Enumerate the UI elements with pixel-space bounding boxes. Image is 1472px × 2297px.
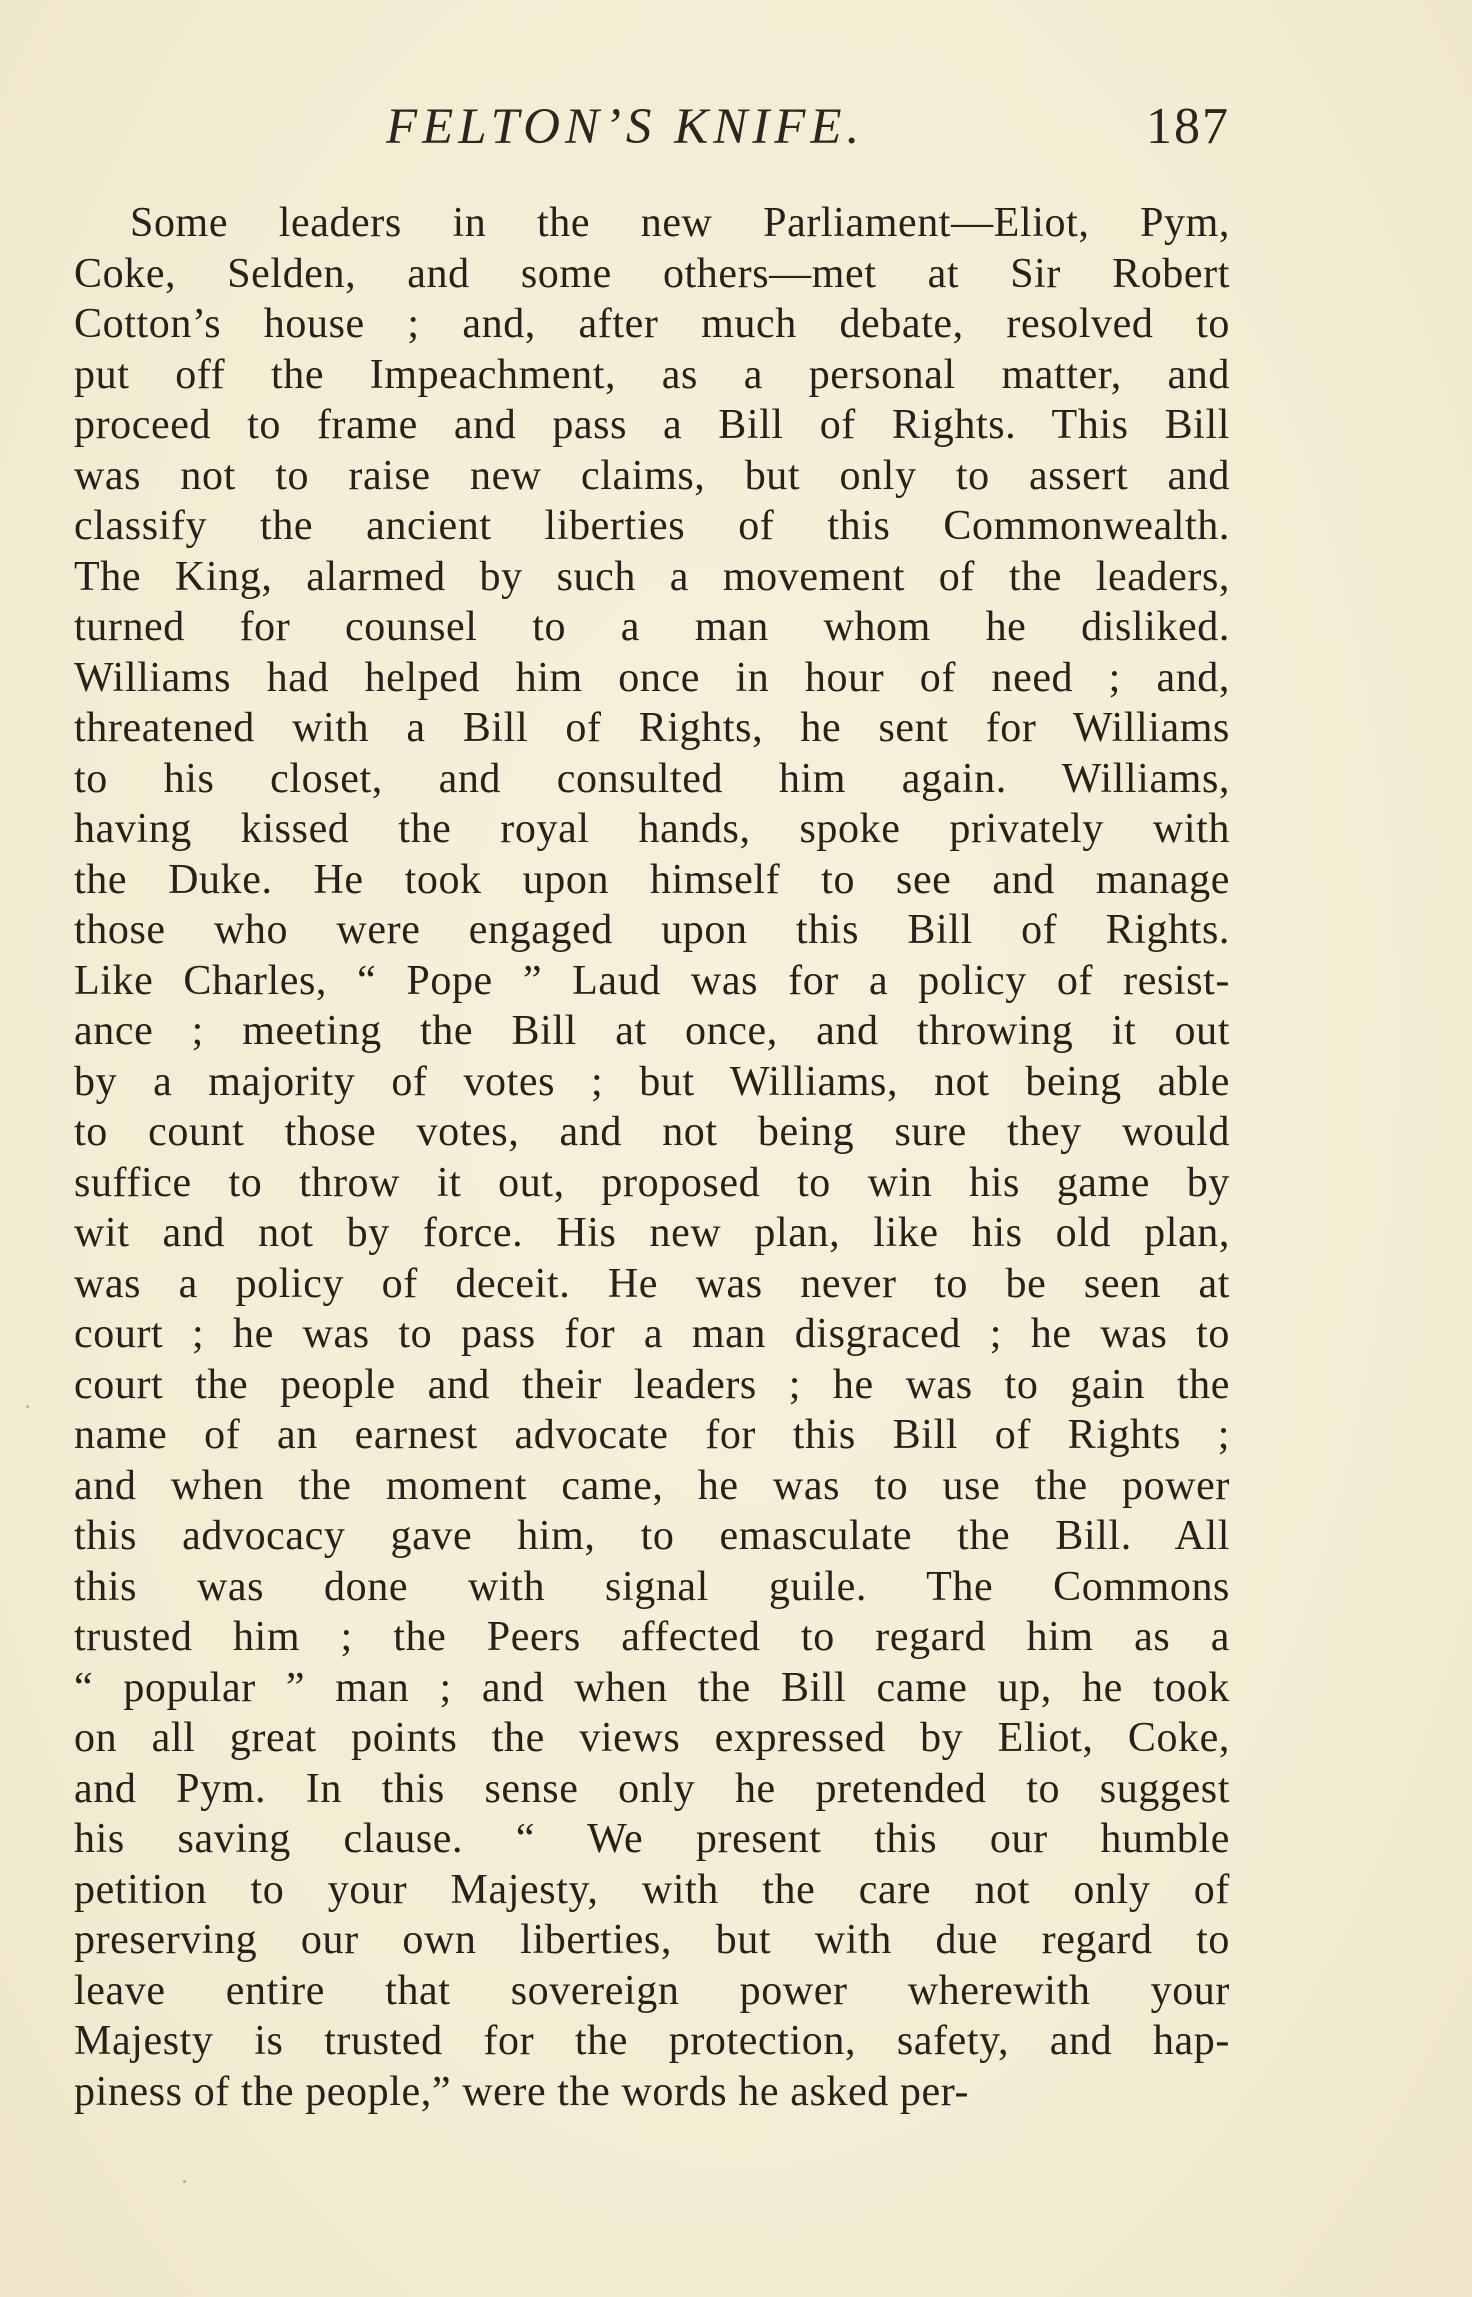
text-line: threatened with a Bill of Rights, he sent for Williams bbox=[74, 705, 1230, 751]
running-head bbox=[74, 92, 1230, 162]
text-line: wit and not by force. His new plan, like his old plan, bbox=[74, 1210, 1230, 1256]
text-line: petition to your Majesty, with the care not only of bbox=[74, 1866, 1230, 1913]
text-line: this advocacy gave him, to emasculate the Bill. All bbox=[74, 1513, 1230, 1559]
text-line: classify the ancient liberties of this Commonwealth. bbox=[74, 503, 1230, 549]
text-line: suffice to throw it out, proposed to win his game by bbox=[74, 1159, 1230, 1206]
text-line: by a majority of votes ; but Williams, not being able bbox=[74, 1058, 1230, 1105]
text-line: and when the moment came, he was to use the power bbox=[74, 1462, 1230, 1509]
paper-speck bbox=[183, 2180, 186, 2183]
text-line: this was done with signal guile. The Commons bbox=[74, 1563, 1230, 1610]
text-line: to count those votes, and not being sure they would bbox=[74, 1109, 1230, 1155]
text-line: Like Charles, “ Pope ” Laud was for a policy of resist- bbox=[74, 957, 1230, 1004]
text-line: The King, alarmed by such a movement of the leaders, bbox=[74, 553, 1230, 600]
text-line: ance ; meeting the Bill at once, and throwing it out bbox=[74, 1008, 1230, 1054]
text-line: was a policy of deceit. He was never to be seen at bbox=[74, 1260, 1230, 1307]
text-line: the Duke. He took upon himself to see and manage bbox=[74, 856, 1230, 903]
running-title: FELTON’S KNIFE. bbox=[386, 99, 865, 155]
text-line: “ popular ” man ; and when the Bill came up, he took bbox=[74, 1664, 1230, 1711]
text-line: his saving clause. “ We present this our humble bbox=[74, 1816, 1230, 1862]
text-line: leave entire that sovereign power wherewith your bbox=[74, 1967, 1230, 2014]
text-line: trusted him ; the Peers affected to regard him as a bbox=[74, 1614, 1230, 1660]
text-line: proceed to frame and pass a Bill of Rights. This Bill bbox=[74, 402, 1230, 448]
text-line: Some leaders in the new Parliament—Eliot, Pym, bbox=[130, 200, 1230, 246]
text-line: Majesty is trusted for the protection, safety, and hap- bbox=[74, 2018, 1230, 2064]
text-line: put off the Impeachment, as a personal matter, and bbox=[74, 351, 1230, 398]
text-line: turned for counsel to a man whom he disliked. bbox=[74, 604, 1230, 650]
text-line: Cotton’s house ; and, after much debate, resolved to bbox=[74, 301, 1230, 347]
text-line: piness of the people,” were the words he asked per- bbox=[74, 2068, 970, 2115]
text-line: court the people and their leaders ; he was to gain the bbox=[74, 1361, 1230, 1408]
text-line: those who were engaged upon this Bill of Rights. bbox=[74, 907, 1230, 953]
text-line: Coke, Selden, and some others—met at Sir Robert bbox=[74, 250, 1230, 297]
paper-speck bbox=[26, 1405, 29, 1408]
text-line: having kissed the royal hands, spoke privately with bbox=[74, 806, 1230, 852]
text-line: on all great points the views expressed by Eliot, Coke, bbox=[74, 1715, 1230, 1761]
page-number: 187 bbox=[1146, 98, 1230, 155]
text-line: name of an earnest advocate for this Bill of Rights ; bbox=[74, 1412, 1230, 1458]
text-line: court ; he was to pass for a man disgraced ; he was to bbox=[74, 1311, 1230, 1357]
text-line: was not to raise new claims, but only to assert and bbox=[74, 452, 1230, 499]
body-text bbox=[74, 198, 1230, 2117]
text-line: Williams had helped him once in hour of need ; and, bbox=[74, 654, 1230, 701]
text-line: preserving our own liberties, but with due regard to bbox=[74, 1917, 1230, 1963]
text-line: to his closet, and consulted him again. Williams, bbox=[74, 755, 1230, 802]
text-line: and Pym. In this sense only he pretended to suggest bbox=[74, 1765, 1230, 1812]
